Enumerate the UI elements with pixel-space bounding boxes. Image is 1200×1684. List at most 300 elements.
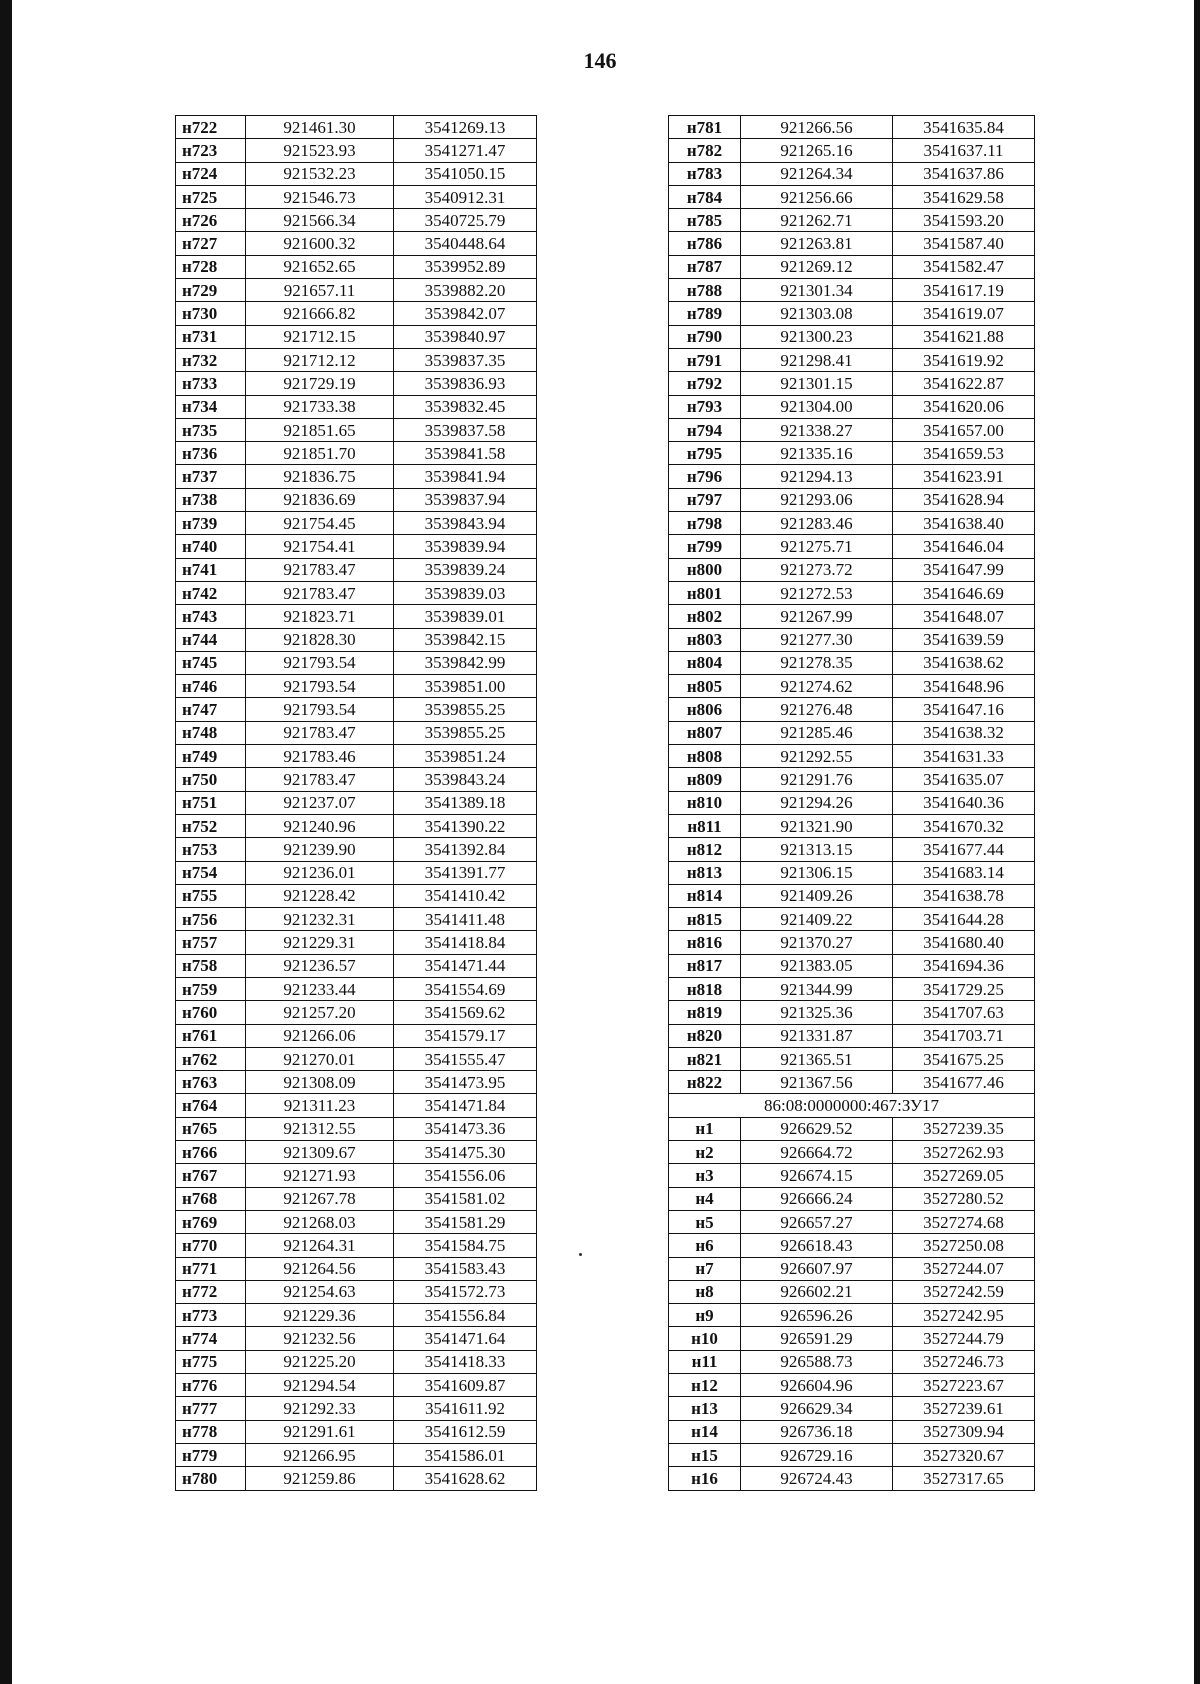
point-id-cell: н13	[669, 1397, 741, 1420]
x-coordinate-cell: 921257.20	[246, 1001, 394, 1024]
point-id-cell: н738	[176, 488, 246, 511]
point-id-cell: н817	[669, 954, 741, 977]
x-coordinate-cell: 921823.71	[246, 605, 394, 628]
x-coordinate-cell: 921229.36	[246, 1304, 394, 1327]
point-id-cell: н745	[176, 651, 246, 674]
table-row	[669, 1443, 1035, 1466]
x-coordinate-cell: 921271.93	[246, 1164, 394, 1187]
x-coordinate-cell: 926629.34	[741, 1397, 893, 1420]
section-header-row	[669, 1094, 1035, 1117]
point-id-cell: н799	[669, 535, 741, 558]
table-row	[669, 1141, 1035, 1164]
y-coordinate-cell: 3539841.58	[394, 442, 537, 465]
y-coordinate-cell: 3541581.02	[394, 1187, 537, 1210]
y-coordinate-cell: 3539851.00	[394, 675, 537, 698]
point-id-cell: н754	[176, 861, 246, 884]
table-row	[669, 1327, 1035, 1350]
y-coordinate-cell: 3539842.99	[394, 651, 537, 674]
x-coordinate-cell: 921265.16	[741, 139, 893, 162]
y-coordinate-cell: 3541707.63	[893, 1001, 1035, 1024]
y-coordinate-cell: 3527320.67	[893, 1443, 1035, 1466]
point-id-cell: н814	[669, 884, 741, 907]
y-coordinate-cell: 3541647.99	[893, 558, 1035, 581]
x-coordinate-cell: 921236.01	[246, 861, 394, 884]
table-row	[669, 185, 1035, 208]
table-row	[669, 884, 1035, 907]
x-coordinate-cell: 921461.30	[246, 116, 394, 139]
point-id-cell: н16	[669, 1467, 741, 1490]
y-coordinate-cell: 3541729.25	[893, 977, 1035, 1000]
x-coordinate-cell: 926604.96	[741, 1374, 893, 1397]
point-id-cell: н773	[176, 1304, 246, 1327]
point-id-cell: н747	[176, 698, 246, 721]
y-coordinate-cell: 3539836.93	[394, 372, 537, 395]
table-row	[176, 1001, 537, 1024]
x-coordinate-cell: 921754.45	[246, 512, 394, 535]
y-coordinate-cell: 3541609.87	[394, 1374, 537, 1397]
point-id-cell: н811	[669, 814, 741, 837]
y-coordinate-cell: 3541410.42	[394, 884, 537, 907]
x-coordinate-cell: 921600.32	[246, 232, 394, 255]
table-row	[176, 675, 537, 698]
table-row	[176, 139, 537, 162]
point-id-cell: н819	[669, 1001, 741, 1024]
table-row	[176, 418, 537, 441]
y-coordinate-cell: 3541629.58	[893, 185, 1035, 208]
y-coordinate-cell: 3541050.15	[394, 162, 537, 185]
point-id-cell: н786	[669, 232, 741, 255]
x-coordinate-cell: 921783.47	[246, 768, 394, 791]
point-id-cell: н732	[176, 348, 246, 371]
x-coordinate-cell: 921344.99	[741, 977, 893, 1000]
x-coordinate-cell: 921321.90	[741, 814, 893, 837]
table-row	[669, 418, 1035, 441]
point-id-cell: н793	[669, 395, 741, 418]
x-coordinate-cell: 921256.66	[741, 185, 893, 208]
y-coordinate-cell: 3541675.25	[893, 1047, 1035, 1070]
point-id-cell: н728	[176, 255, 246, 278]
y-coordinate-cell: 3541555.47	[394, 1047, 537, 1070]
x-coordinate-cell: 921269.12	[741, 255, 893, 278]
table-row	[176, 908, 537, 931]
table-row	[669, 302, 1035, 325]
point-id-cell: н774	[176, 1327, 246, 1350]
point-id-cell: н765	[176, 1117, 246, 1140]
y-coordinate-cell: 3539837.58	[394, 418, 537, 441]
point-id-cell: н758	[176, 954, 246, 977]
x-coordinate-cell: 921232.31	[246, 908, 394, 931]
x-coordinate-cell: 921291.61	[246, 1420, 394, 1443]
table-row	[669, 698, 1035, 721]
point-id-cell: н734	[176, 395, 246, 418]
x-coordinate-cell: 921409.22	[741, 908, 893, 931]
x-coordinate-cell: 921712.15	[246, 325, 394, 348]
table-row	[176, 1210, 537, 1233]
y-coordinate-cell: 3540912.31	[394, 185, 537, 208]
table-row	[669, 232, 1035, 255]
x-coordinate-cell: 926602.21	[741, 1280, 893, 1303]
point-id-cell: н800	[669, 558, 741, 581]
y-coordinate-cell: 3541411.48	[394, 908, 537, 931]
table-row	[669, 1234, 1035, 1257]
x-coordinate-cell: 921331.87	[741, 1024, 893, 1047]
table-row	[669, 512, 1035, 535]
point-id-cell: н726	[176, 209, 246, 232]
x-coordinate-cell: 921267.99	[741, 605, 893, 628]
y-coordinate-cell: 3539843.24	[394, 768, 537, 791]
y-coordinate-cell: 3541638.78	[893, 884, 1035, 907]
y-coordinate-cell: 3541471.44	[394, 954, 537, 977]
table-row	[176, 1467, 537, 1490]
coordinates-table-right	[668, 115, 1035, 1491]
x-coordinate-cell: 921240.96	[246, 814, 394, 837]
y-coordinate-cell: 3541581.29	[394, 1210, 537, 1233]
x-coordinate-cell: 921264.56	[246, 1257, 394, 1280]
y-coordinate-cell: 3541638.32	[893, 721, 1035, 744]
table-row	[176, 1024, 537, 1047]
table-row	[176, 1257, 537, 1280]
y-coordinate-cell: 3527280.52	[893, 1187, 1035, 1210]
table-row	[176, 1374, 537, 1397]
x-coordinate-cell: 921262.71	[741, 209, 893, 232]
table-row	[176, 116, 537, 139]
y-coordinate-cell: 3539851.24	[394, 745, 537, 768]
y-coordinate-cell: 3541619.07	[893, 302, 1035, 325]
x-coordinate-cell: 921293.06	[741, 488, 893, 511]
table-row	[669, 651, 1035, 674]
table-row	[176, 745, 537, 768]
table-row	[669, 395, 1035, 418]
y-coordinate-cell: 3527239.61	[893, 1397, 1035, 1420]
point-id-cell: н725	[176, 185, 246, 208]
x-coordinate-cell: 926629.52	[741, 1117, 893, 1140]
x-coordinate-cell: 926729.16	[741, 1443, 893, 1466]
point-id-cell: н789	[669, 302, 741, 325]
y-coordinate-cell: 3527269.05	[893, 1164, 1035, 1187]
y-coordinate-cell: 3541271.47	[394, 139, 537, 162]
table-row	[669, 372, 1035, 395]
table-row	[176, 1164, 537, 1187]
y-coordinate-cell: 3527309.94	[893, 1420, 1035, 1443]
y-coordinate-cell: 3541683.14	[893, 861, 1035, 884]
y-coordinate-cell: 3539837.35	[394, 348, 537, 371]
x-coordinate-cell: 921793.54	[246, 651, 394, 674]
x-coordinate-cell: 921304.00	[741, 395, 893, 418]
x-coordinate-cell: 921851.65	[246, 418, 394, 441]
table-row	[669, 1304, 1035, 1327]
point-id-cell: н9	[669, 1304, 741, 1327]
y-coordinate-cell: 3541586.01	[394, 1443, 537, 1466]
table-row	[669, 1024, 1035, 1047]
point-id-cell: н809	[669, 768, 741, 791]
point-id-cell: н727	[176, 232, 246, 255]
x-coordinate-cell: 921266.56	[741, 116, 893, 139]
x-coordinate-cell: 921233.44	[246, 977, 394, 1000]
table-row	[176, 884, 537, 907]
point-id-cell: н820	[669, 1024, 741, 1047]
x-coordinate-cell: 921259.86	[246, 1467, 394, 1490]
point-id-cell: н723	[176, 139, 246, 162]
point-id-cell: н794	[669, 418, 741, 441]
y-coordinate-cell: 3539842.15	[394, 628, 537, 651]
table-row	[669, 1164, 1035, 1187]
y-coordinate-cell: 3541582.47	[893, 255, 1035, 278]
x-coordinate-cell: 921268.03	[246, 1210, 394, 1233]
x-coordinate-cell: 921294.54	[246, 1374, 394, 1397]
table-row	[176, 162, 537, 185]
x-coordinate-cell: 921828.30	[246, 628, 394, 651]
point-id-cell: н753	[176, 838, 246, 861]
y-coordinate-cell: 3541640.36	[893, 791, 1035, 814]
y-coordinate-cell: 3541635.07	[893, 768, 1035, 791]
table-row	[669, 1374, 1035, 1397]
point-id-cell: н729	[176, 279, 246, 302]
point-id-cell: н791	[669, 348, 741, 371]
table-row	[669, 581, 1035, 604]
point-id-cell: н804	[669, 651, 741, 674]
x-coordinate-cell: 926736.18	[741, 1420, 893, 1443]
point-id-cell: н812	[669, 838, 741, 861]
x-coordinate-cell: 921312.55	[246, 1117, 394, 1140]
y-coordinate-cell: 3541694.36	[893, 954, 1035, 977]
table-row	[669, 535, 1035, 558]
y-coordinate-cell: 3541644.28	[893, 908, 1035, 931]
x-coordinate-cell: 921301.34	[741, 279, 893, 302]
table-row	[669, 558, 1035, 581]
x-coordinate-cell: 926618.43	[741, 1234, 893, 1257]
y-coordinate-cell: 3541391.77	[394, 861, 537, 884]
y-coordinate-cell: 3541617.19	[893, 279, 1035, 302]
y-coordinate-cell: 3527242.95	[893, 1304, 1035, 1327]
table-row	[176, 1397, 537, 1420]
x-coordinate-cell: 921532.23	[246, 162, 394, 185]
x-coordinate-cell: 921566.34	[246, 209, 394, 232]
table-row	[176, 1094, 537, 1117]
y-coordinate-cell: 3541583.43	[394, 1257, 537, 1280]
y-coordinate-cell: 3539882.20	[394, 279, 537, 302]
table-row	[176, 442, 537, 465]
x-coordinate-cell: 921277.30	[741, 628, 893, 651]
point-id-cell: н806	[669, 698, 741, 721]
table-row	[176, 279, 537, 302]
point-id-cell: н768	[176, 1187, 246, 1210]
y-coordinate-cell: 3539837.94	[394, 488, 537, 511]
y-coordinate-cell: 3541646.04	[893, 535, 1035, 558]
point-id-cell: н744	[176, 628, 246, 651]
point-id-cell: н5	[669, 1210, 741, 1233]
table-row	[176, 1141, 537, 1164]
y-coordinate-cell: 3527242.59	[893, 1280, 1035, 1303]
table-row	[176, 1304, 537, 1327]
table-row	[669, 1280, 1035, 1303]
y-coordinate-cell: 3527223.67	[893, 1374, 1035, 1397]
point-id-cell: н749	[176, 745, 246, 768]
point-id-cell: н743	[176, 605, 246, 628]
x-coordinate-cell: 921733.38	[246, 395, 394, 418]
y-coordinate-cell: 3539841.94	[394, 465, 537, 488]
y-coordinate-cell: 3539842.07	[394, 302, 537, 325]
x-coordinate-cell: 921383.05	[741, 954, 893, 977]
point-id-cell: н798	[669, 512, 741, 535]
table-row	[176, 302, 537, 325]
table-row	[669, 1117, 1035, 1140]
x-coordinate-cell: 921365.51	[741, 1047, 893, 1070]
point-id-cell: н751	[176, 791, 246, 814]
y-coordinate-cell: 3541648.96	[893, 675, 1035, 698]
x-coordinate-cell: 921793.54	[246, 675, 394, 698]
table-row	[669, 325, 1035, 348]
point-id-cell: н771	[176, 1257, 246, 1280]
x-coordinate-cell: 921294.26	[741, 791, 893, 814]
table-row	[669, 814, 1035, 837]
point-id-cell: н815	[669, 908, 741, 931]
point-id-cell: н790	[669, 325, 741, 348]
table-row	[176, 977, 537, 1000]
point-id-cell: н818	[669, 977, 741, 1000]
table-row	[176, 1234, 537, 1257]
table-row	[669, 465, 1035, 488]
y-coordinate-cell: 3541670.32	[893, 814, 1035, 837]
y-coordinate-cell: 3539839.94	[394, 535, 537, 558]
table-row	[176, 372, 537, 395]
point-id-cell: н808	[669, 745, 741, 768]
table-row	[176, 861, 537, 884]
table-row	[669, 442, 1035, 465]
y-coordinate-cell: 3541637.11	[893, 139, 1035, 162]
x-coordinate-cell: 926664.72	[741, 1141, 893, 1164]
table-row	[669, 162, 1035, 185]
point-id-cell: н733	[176, 372, 246, 395]
y-coordinate-cell: 3541621.88	[893, 325, 1035, 348]
table-row	[669, 1257, 1035, 1280]
y-coordinate-cell: 3541620.06	[893, 395, 1035, 418]
x-coordinate-cell: 921266.95	[246, 1443, 394, 1466]
coordinates-table-left	[175, 115, 537, 1491]
x-coordinate-cell: 921236.57	[246, 954, 394, 977]
y-coordinate-cell: 3541584.75	[394, 1234, 537, 1257]
x-coordinate-cell: 921225.20	[246, 1350, 394, 1373]
y-coordinate-cell: 3541587.40	[893, 232, 1035, 255]
point-id-cell: н4	[669, 1187, 741, 1210]
table-row	[176, 1047, 537, 1070]
x-coordinate-cell: 921783.47	[246, 558, 394, 581]
point-id-cell: н778	[176, 1420, 246, 1443]
x-coordinate-cell: 921292.55	[741, 745, 893, 768]
point-id-cell: н816	[669, 931, 741, 954]
point-id-cell: н779	[176, 1443, 246, 1466]
table-row	[176, 954, 537, 977]
point-id-cell: н7	[669, 1257, 741, 1280]
point-id-cell: н746	[176, 675, 246, 698]
x-coordinate-cell: 921263.81	[741, 232, 893, 255]
y-coordinate-cell: 3539840.97	[394, 325, 537, 348]
table-row	[669, 1071, 1035, 1094]
point-id-cell: н755	[176, 884, 246, 907]
point-id-cell: н766	[176, 1141, 246, 1164]
point-id-cell: н760	[176, 1001, 246, 1024]
point-id-cell: н756	[176, 908, 246, 931]
table-row	[176, 768, 537, 791]
table-row	[669, 1420, 1035, 1443]
table-row	[176, 1327, 537, 1350]
x-coordinate-cell: 926674.15	[741, 1164, 893, 1187]
y-coordinate-cell: 3539839.03	[394, 581, 537, 604]
table-row	[669, 628, 1035, 651]
table-row	[176, 488, 537, 511]
point-id-cell: н739	[176, 512, 246, 535]
y-coordinate-cell: 3541628.94	[893, 488, 1035, 511]
table-row	[669, 1467, 1035, 1490]
table-row	[669, 721, 1035, 744]
x-coordinate-cell: 921272.53	[741, 581, 893, 604]
point-id-cell: н772	[176, 1280, 246, 1303]
y-coordinate-cell: 3541637.86	[893, 162, 1035, 185]
table-row	[176, 1187, 537, 1210]
table-row	[669, 116, 1035, 139]
y-coordinate-cell: 3541677.46	[893, 1071, 1035, 1094]
x-coordinate-cell: 926596.26	[741, 1304, 893, 1327]
y-coordinate-cell: 3541569.62	[394, 1001, 537, 1024]
point-id-cell: н785	[669, 209, 741, 232]
point-id-cell: н750	[176, 768, 246, 791]
point-id-cell: н784	[669, 185, 741, 208]
point-id-cell: н803	[669, 628, 741, 651]
table-row	[669, 1210, 1035, 1233]
point-id-cell: н787	[669, 255, 741, 278]
y-coordinate-cell: 3541593.20	[893, 209, 1035, 232]
point-id-cell: н802	[669, 605, 741, 628]
x-coordinate-cell: 926724.43	[741, 1467, 893, 1490]
point-id-cell: н2	[669, 1141, 741, 1164]
y-coordinate-cell: 3541703.71	[893, 1024, 1035, 1047]
table-row	[176, 581, 537, 604]
point-id-cell: н762	[176, 1047, 246, 1070]
table-row	[176, 791, 537, 814]
y-coordinate-cell: 3541475.30	[394, 1141, 537, 1164]
x-coordinate-cell: 921239.90	[246, 838, 394, 861]
y-coordinate-cell: 3540448.64	[394, 232, 537, 255]
table-row	[669, 908, 1035, 931]
scan-speck	[579, 1253, 582, 1256]
table-row	[669, 931, 1035, 954]
point-id-cell: н724	[176, 162, 246, 185]
y-coordinate-cell: 3541418.33	[394, 1350, 537, 1373]
y-coordinate-cell: 3541572.73	[394, 1280, 537, 1303]
y-coordinate-cell: 3541471.64	[394, 1327, 537, 1350]
table-row	[176, 465, 537, 488]
table-row	[669, 675, 1035, 698]
table-row	[176, 838, 537, 861]
table-row	[176, 209, 537, 232]
x-coordinate-cell: 921292.33	[246, 1397, 394, 1420]
y-coordinate-cell: 3527262.93	[893, 1141, 1035, 1164]
table-row	[176, 1071, 537, 1094]
y-coordinate-cell: 3539839.01	[394, 605, 537, 628]
scan-edge-right	[1194, 0, 1200, 1684]
x-coordinate-cell: 921237.07	[246, 791, 394, 814]
table-row	[176, 698, 537, 721]
x-coordinate-cell: 921306.15	[741, 861, 893, 884]
point-id-cell: н730	[176, 302, 246, 325]
x-coordinate-cell: 921303.08	[741, 302, 893, 325]
y-coordinate-cell: 3527250.08	[893, 1234, 1035, 1257]
x-coordinate-cell: 921301.15	[741, 372, 893, 395]
point-id-cell: н11	[669, 1350, 741, 1373]
x-coordinate-cell: 921274.62	[741, 675, 893, 698]
x-coordinate-cell: 921298.41	[741, 348, 893, 371]
x-coordinate-cell: 921367.56	[741, 1071, 893, 1094]
x-coordinate-cell: 921370.27	[741, 931, 893, 954]
